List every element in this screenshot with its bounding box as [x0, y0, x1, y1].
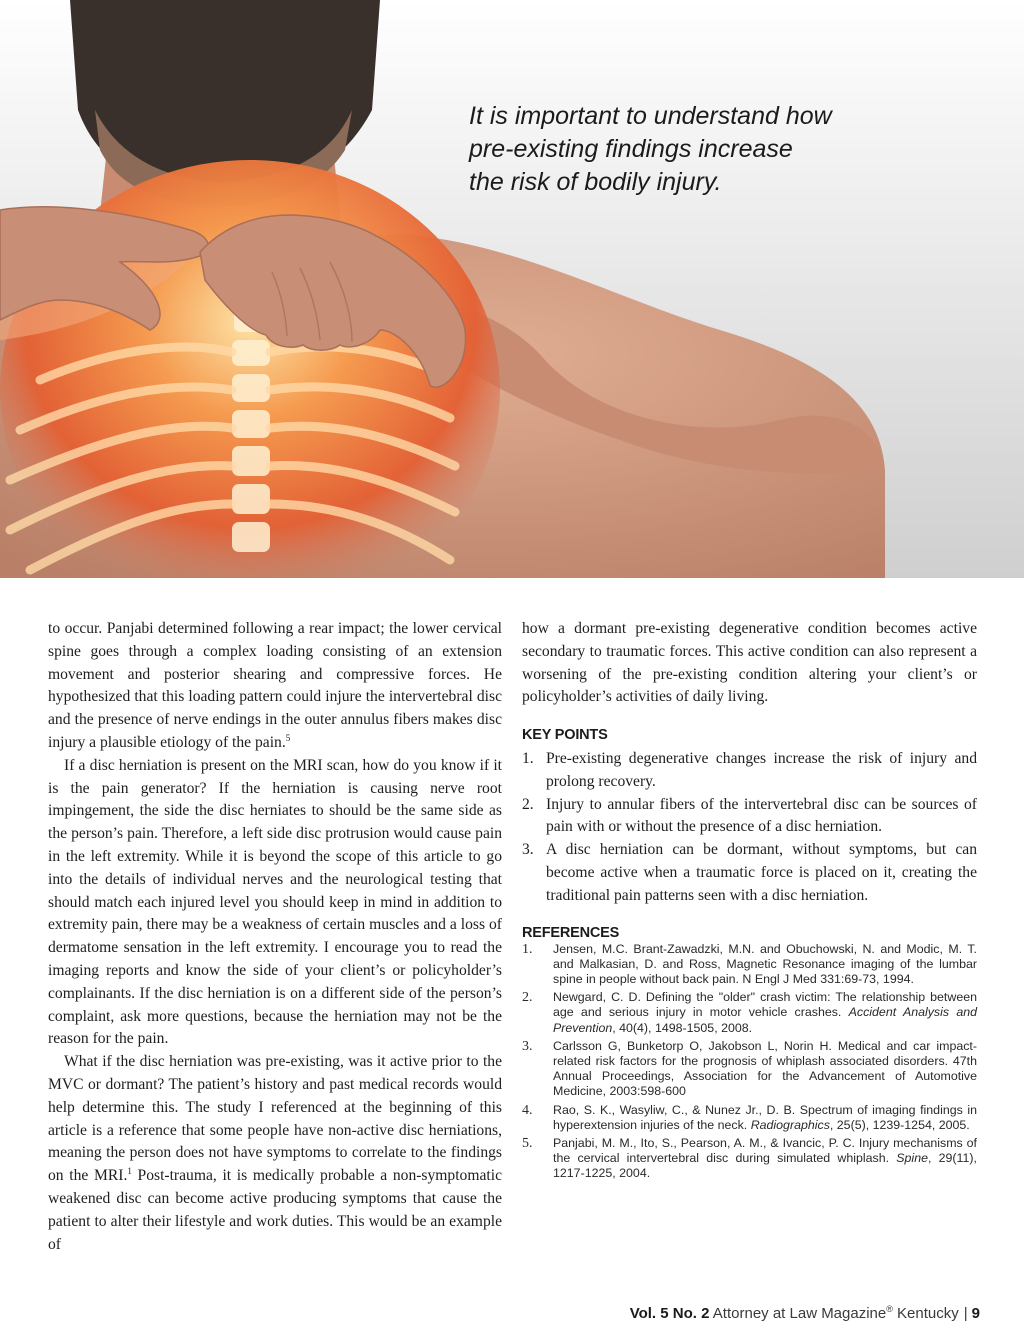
paragraph-2: If a disc herniation is present on the MRI scan, how do you know if it is the pain generator? If the herniation is causing nerve root impingement, the side the disc herniates to should be the same side as the person’s pain. Therefore, a left side disc protrusion would cause pain in the left extremity. While it is beyond the scope of this article to go into the details of individual nerves and the neurological testing that should match each injured level you should keep in mind in addition to extremity pain, there may be a weakness of certain muscles and a loss of dermatome sensation in the left extremity. I encourage you to read the imaging reports and know the side of your client’s or policyholder’s complainants. If the disc herniation is on a different side of the person’s complaint, ask more questions, because the herniation may not be the reason for the pain.	[48, 756, 502, 1048]
footer-volume: Vol. 5 No. 2	[629, 1305, 710, 1322]
reference-text	[553, 1039, 977, 1100]
reference-citation: Newgard, C. D. Defining the "older" crash victim: The relationship between age and serious injury in motor vehicle crashes.	[553, 990, 977, 1020]
registered-mark: ®	[886, 1304, 893, 1314]
key-point-number: 2.	[522, 795, 534, 813]
reference-citation: Panjabi, M. M., Ito, S., Pearson, A. M., & Ivancic, P. C. Injury mechanisms of the cervical intervertebral disc during simulated whiplash.	[553, 1136, 977, 1166]
reference-text	[553, 1136, 977, 1182]
reference-item	[522, 1103, 977, 1133]
reference-details: , 29(11), 1217-1225, 2004.	[553, 1151, 977, 1181]
reference-text	[553, 1103, 977, 1133]
reference-item	[522, 942, 977, 988]
reference-number: 2.	[522, 990, 533, 1006]
neck-pain-illustration	[0, 0, 1024, 578]
reference-journal: Radiographics	[750, 1117, 830, 1132]
references-heading: REFERENCES	[522, 924, 620, 941]
references-list	[522, 942, 977, 1182]
paragraph-3	[48, 1051, 502, 1256]
paragraph-1	[48, 618, 502, 755]
key-points-heading: KEY POINTS	[522, 727, 608, 744]
key-point-text: A disc herniation can be dormant, without symptoms, but can become active when a traumatic force is placed on it, creating the traditional pain patterns seen with a disc herniation.	[546, 841, 977, 904]
reference-item	[522, 1136, 977, 1182]
key-point-text: Injury to annular fibers of the intervertebral disc can be sources of pain with or without the presence of a disc herniation.	[546, 795, 977, 836]
reference-number: 3.	[522, 1038, 533, 1054]
reference-journal: Spine	[896, 1151, 928, 1166]
footnote-ref-1: 1	[127, 1165, 132, 1176]
key-point-text: Pre-existing degenerative changes increase the risk of injury and prolong recovery.	[546, 749, 977, 790]
right-paragraph-1: how a dormant pre-existing degenerative condition becomes active secondary to traumatic forces. This active condition can also represent a worsening of the pre-existing condition altering your client’s or policyholder’s activities of daily living.	[522, 620, 977, 706]
paragraph-1-text: to occur. Panjabi determined following a rear impact; the lower cervical spine goes through a complex loading consisting of an extension movement and posterior shearing and compressive forces. He hypothesized that this loading pattern could injure the intervertebral disc and the presence of nerve endings in the outer annulus fibers makes disc injury a plausible etiology of the pain.	[48, 620, 502, 751]
reference-text	[553, 942, 977, 988]
reference-number: 5.	[522, 1136, 533, 1151]
reference-citation: Jensen, M.C. Brant-Zawadzki, M.N. and Obuchowski, N. and Modic, M. T. and Malkasian, D. and Ross, Magnetic Resonance imaging of the lumbar spine in people without back pain. N Engl J Med 331:69-73, 1994.	[553, 941, 977, 986]
key-point-number: 3.	[522, 841, 534, 859]
reference-item	[522, 1039, 977, 1100]
reference-details: , 25(5), 1239-1254, 2005.	[829, 1117, 970, 1132]
key-point-item	[522, 794, 977, 840]
reference-citation: Rao, S. K., Wasyliw, C., & Nunez Jr., D. B. Spectrum of imaging findings in hyperextension injuries of the neck.	[553, 1102, 977, 1132]
hero-image	[0, 0, 1024, 578]
reference-number: 4.	[522, 1102, 533, 1118]
reference-item	[522, 990, 977, 1036]
footnote-ref-5: 5	[285, 732, 291, 743]
key-point-number: 1.	[522, 749, 534, 767]
footer-divider: |	[963, 1305, 968, 1322]
paragraph-3-text-b: Post-trauma, it is medically probable a non-symptomatic weakened disc can become active producing symptoms that cause the patient to alter their lifestyle and work duties. This would be an example of	[48, 1167, 502, 1253]
reference-number: 1.	[522, 941, 533, 957]
paragraph-3-text-a: What if the disc herniation was pre-existing, was it active prior to the MVC or dormant? The patient’s history and past medical records would help determine this. The study I referenced at the beginning of this article is a reference that some people have non-active disc herniations, meaning the person does not have symptoms to correlate to the findings on the MRI.	[48, 1053, 502, 1185]
footer-publication: Attorney at Law Magazine	[712, 1305, 887, 1322]
reference-journal: Accident Analysis and Prevention	[553, 1005, 978, 1035]
pull-quote: It is important to understand how pre-existing findings increase the risk of bodily injury.	[469, 102, 832, 196]
reference-text	[553, 990, 977, 1036]
key-point-item	[522, 839, 977, 907]
footer-region: Kentucky	[892, 1305, 959, 1322]
page-footer	[630, 1305, 980, 1322]
reference-citation: Carlsson G, Bunketorp O, Jakobson L, Norin H. Medical and car impact-related risk factors for the prognosis of whiplash associated disorders. 47th Annual Proceedings, Association for the Advancement of Automotive Medicine, 2003:598-600	[553, 1038, 977, 1099]
key-point-item	[522, 748, 977, 794]
right-column	[522, 618, 977, 1185]
left-column	[48, 618, 502, 1256]
key-points-list	[522, 748, 977, 908]
reference-details: , 40(4), 1498-1505, 2008.	[612, 1020, 753, 1035]
page-number: 9	[971, 1305, 980, 1322]
